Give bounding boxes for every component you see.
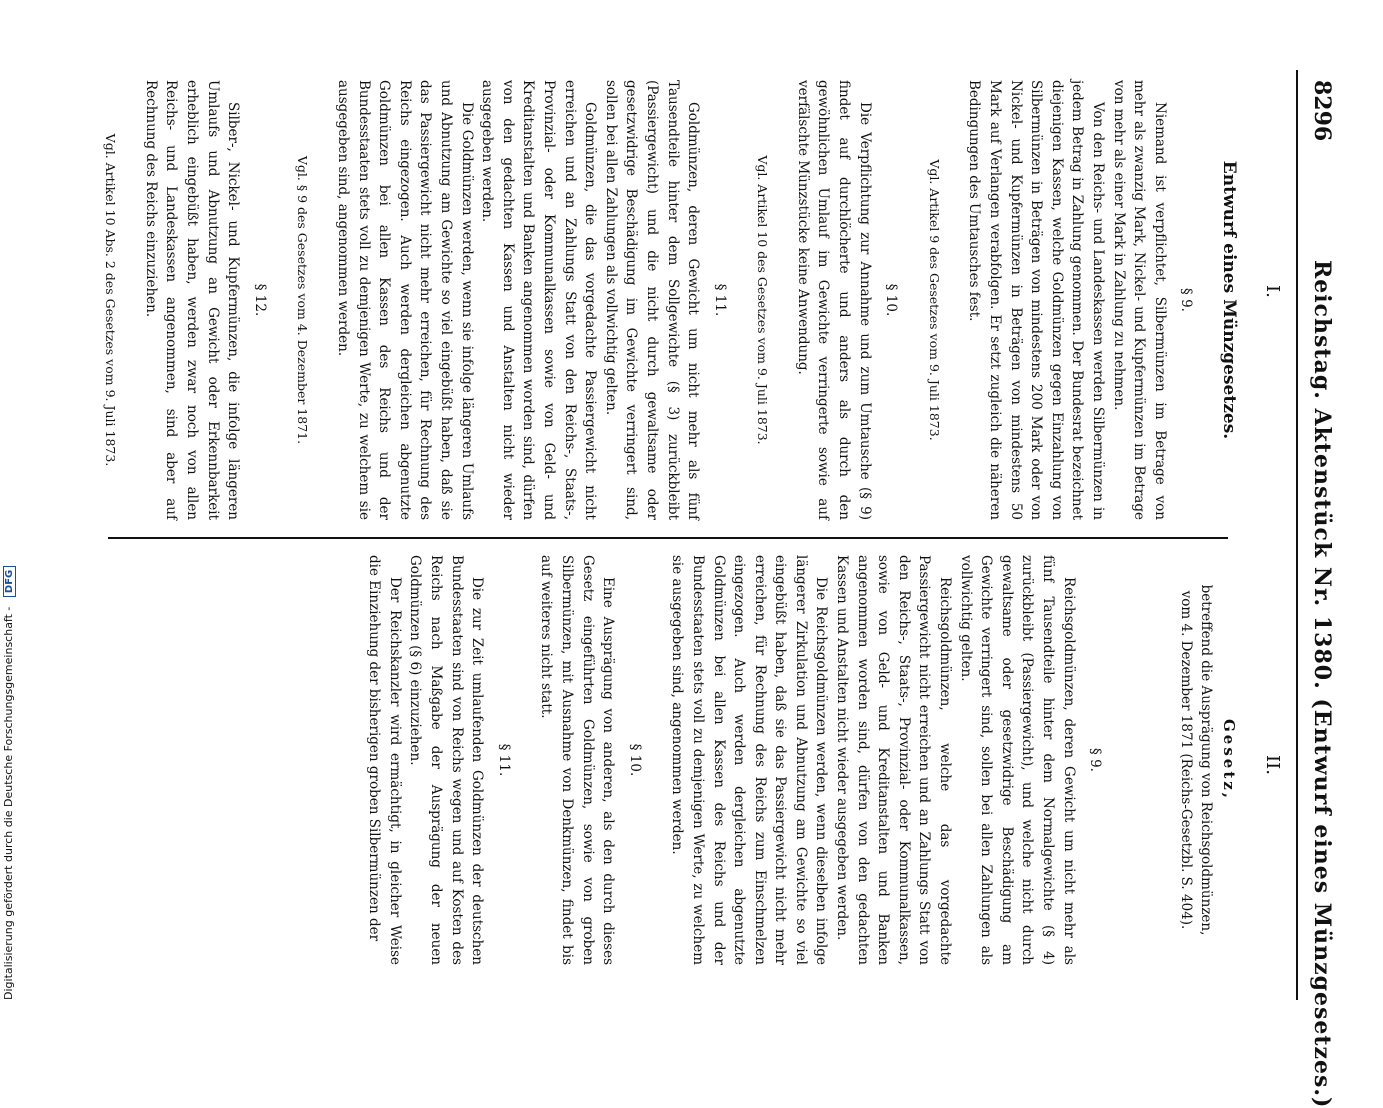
right-section-11-para-1: Die zur Zeit umlaufenden Goldmünzen der deutschen Bundesstaaten sind von Reichs wegen und auf Kosten des Reichs nach Maßgabe der Ausprägung der neuen Goldmünzen (§ 6) einzuziehen. (407, 555, 486, 965)
column-label-left: I. (1262, 285, 1283, 298)
digitization-credit: Digitalisierung gefördert durch die Deutsche Forschungsgemeinschaft - (2, 606, 15, 1000)
column-divider (108, 537, 1228, 539)
left-section-10-heading: § 10. (883, 283, 900, 317)
margin-note (2, 0, 20, 1000)
left-section-12-para-1: Silber-, Nickel- und Kupfermünzen, die infolge längeren Umlaufs und Abnutzung an Gewicht oder Erkennbarkeit erheblich eingebüßt haben, werden zwar noch von allen Reichs- und Landeskassen angenommen, sind aber auf Rechnung des Reichs einzuziehen. (142, 80, 242, 520)
right-title: Gesetz, (1220, 718, 1238, 801)
left-section-11-heading: § 11. (711, 283, 728, 317)
running-head: Reichstag. Aktenstück Nr. 1380. (Entwurf eines Münzgesetzes.) (1309, 260, 1335, 1108)
right-subtitle-1: betreffend die Ausprägung von Reichsgoldmünzen, (1198, 584, 1215, 936)
left-section-10-para-1: Die Verpflichtung zur Annahme und zum Umtausche (§ 9) findet auf durchlöcherte und anders als durch den gewöhnlichen Umlauf im Gewichte verringerte sowie auf verfälschte Münzstücke keine Anwendung. (794, 80, 873, 520)
left-title: Entwurf eines Münzgesetzes. (1219, 160, 1239, 440)
right-section-11-heading: § 11. (495, 743, 512, 777)
right-section-9-para-3: Die Reichsgoldmünzen werden, wenn dieselben infolge längerer Zirkulation und Abnutzung am Gewichte so viel eingebüßt haben, daß sie das Passiergewicht nicht mehr erreichen, für Rechnung des Reichs zum Einschmelzen eingezogen. Auch werden dergleichen abgenutzte Goldmünzen bei allen Kassen des Reichs und der Bundesstaaten stets voll zu demjenigen Werte, zu welchem sie ausgegeben sind, angenommen werden. (669, 555, 830, 965)
left-column (92, 80, 1265, 520)
left-section-12-heading: § 12. (251, 283, 268, 317)
right-section-9-para-2: Reichsgoldmünzen, welche das vorgedachte Passiergewicht nicht erreichen und an Zahlungs Statt von den Reichs-, Staats-, Provinzial- oder Kommunalkassen, sowie von Geld- und Kreditanstalten und Banken angenommen worden sind, dürfen von den gedachten Kassen und Anstalten nicht wieder ausgegeben werden. (834, 555, 954, 965)
right-section-9-heading: § 9. (1087, 748, 1104, 772)
left-section-10-reference: Vgl. Artikel 10 des Gesetzes vom 9. Juli 1873. (755, 155, 771, 445)
margin-note-text (2, 566, 16, 1000)
left-section-9-reference: Vgl. Artikel 9 des Gesetzes vom 9. Juli 1873. (926, 159, 942, 441)
right-section-9-para-1: Reichsgoldmünzen, deren Gewicht um nicht mehr als fünf Tausendteile hinter dem Normalgewichte (§ 4) zurückbleibt (Passiergewicht), und welche nicht durch gewaltsame oder gesetzwidrige Beschädigung am Gewichte verringert sind, sollen bei allen Zahlungen als vollwichtig gelten. (957, 555, 1077, 965)
left-section-12-reference: Vgl. Artikel 10 Abs. 2 des Gesetzes vom 9. Juli 1873. (103, 133, 119, 467)
right-column (364, 555, 1265, 965)
left-section-11-para-3: Die Goldmünzen werden, wenn sie infolge längeren Umlaufs und Abnutzung am Gewichte so viel eingebüßt haben, daß sie das Passiergewicht nicht mehr erreichen, für Rechnung des Reichs eingezogen. Auch werden dergleichen abgenutzte Goldmünzen bei allen Kassen des Reichs und der Bundesstaaten stets voll zu demjenigen Werte, zu welchem sie ausgegeben sind, angenommen werden. (335, 80, 475, 520)
right-subtitle-2: vom 4. Dezember 1871 (Reichs-Gesetzbl. S. 404). (1177, 590, 1194, 930)
right-section-11-para-2: Der Reichskanzler wird ermächtigt, in gleicher Weise die Einziehung der bisherigen groben Silbermünzen der (366, 555, 403, 965)
left-section-11-para-2: Goldmünzen, die das vorgedachte Passiergewicht nicht erreichen und an Zahlungs Statt von den Reichs-, Staats-, Provinzial- oder Kommunalkassen sowie von Geld- und Kreditanstalten und Banken angenommen worden sind, dürfen von den gedachten Kassen und Anstalten nicht wieder ausgegeben werden. (479, 80, 599, 520)
left-section-9-para-2: Von den Reichs- und Landeskassen werden Silbermünzen in jedem Betrag in Zahlung genommen. Der Bundesrat bezeichnet diejenigen Kassen, welche Goldmünzen gegen Einzahlung von Silbermünzen in Beträgen von mindestens 200 Mark oder von Nickel- und Kupfermünzen in Beträgen von mindestens 50 Mark auf Verlangen verabfolgen. Er setzt zugleich die näheren Bedingungen des Umtausches fest. (966, 80, 1107, 520)
left-section-9-heading: § 9. (1178, 288, 1195, 312)
right-section-10-para-1: Eine Ausprägung von anderen, als den durch dieses Gesetz eingeführten Goldmünzen, sowie von groben Silbermünzen, mit Ausnahme von Denkmünzen, findet bis auf weiteres nicht statt. (538, 555, 617, 965)
left-section-9-para-1: Niemand ist verpflichtet, Silbermünzen im Betrage von mehr als zwanzig Mark, Nickel- und Kupfermünzen im Betrage von mehr als einer Mark in Zahlung zu nehmen. (1110, 80, 1168, 520)
dfg-logo: DFG (3, 566, 16, 597)
column-label-right: II. (1262, 755, 1283, 775)
right-section-10-heading: § 10. (626, 743, 643, 777)
header-rule (1296, 70, 1298, 1000)
left-section-11-reference: Vgl. § 9 des Gesetzes vom 4. Dezember 1871. (295, 155, 311, 445)
page-number: 8296 (1309, 80, 1335, 142)
left-section-11-para-1: Goldmünzen, deren Gewicht um nicht mehr als fünf Tausendteile hinter dem Sollgewichte (§ 3) zurückbleibt (Passiergewicht) und die nicht durch gewaltsame oder gesetzwidrige Beschädigung im Gewichte verringert sind, sollen bei allen Zahlungen als vollwichtig gelten. (602, 80, 702, 520)
